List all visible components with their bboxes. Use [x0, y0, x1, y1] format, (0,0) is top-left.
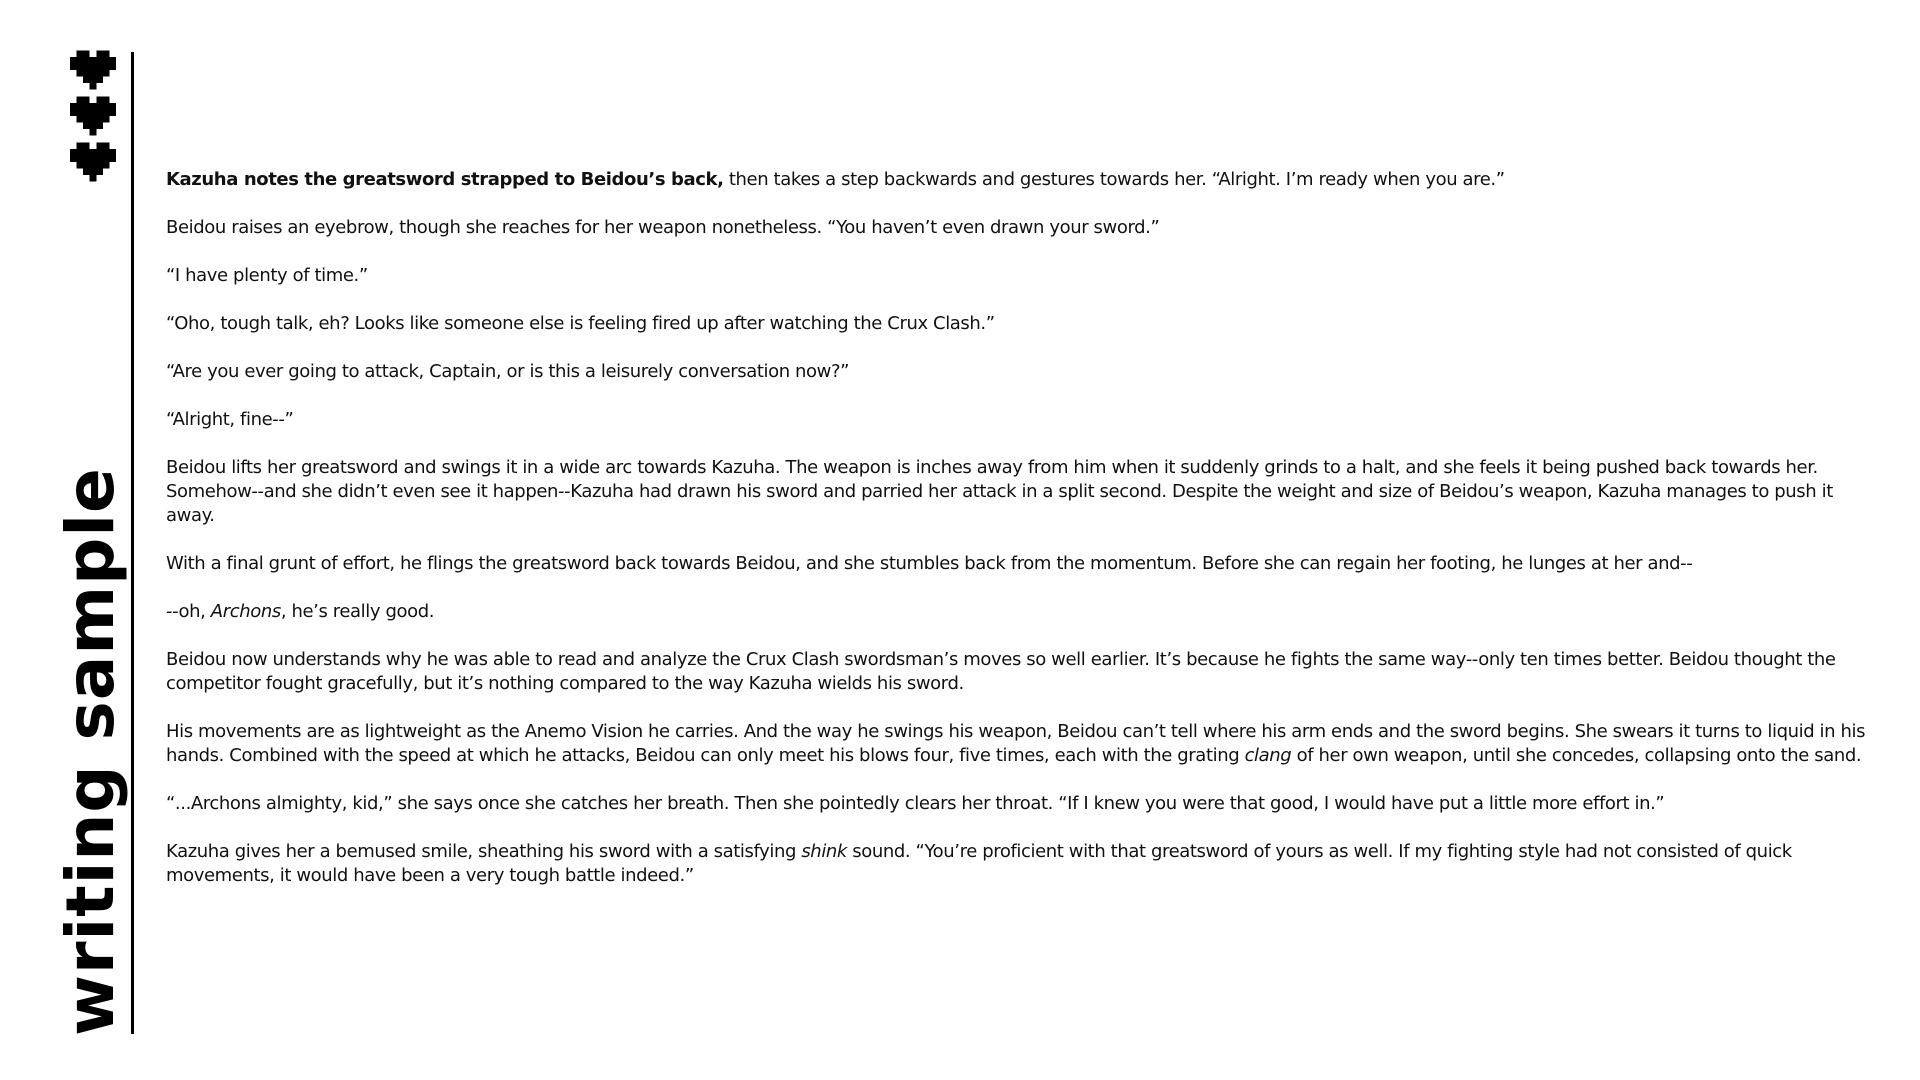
heart-icon: [70, 142, 116, 182]
paragraph-text: Kazuha gives her a bemused smile, sheathing his sword with a satisfying: [166, 841, 802, 862]
paragraph-text: of her own weapon, until she concedes, collapsing onto the sand.: [1291, 745, 1862, 766]
paragraph: [166, 840, 1880, 888]
paragraph-italic: shink: [801, 841, 847, 862]
paragraph: “I have plenty of time.”: [166, 265, 368, 286]
paragraph: Beidou raises an eyebrow, though she reaches for her weapon nonetheless. “You haven’t even drawn your sword.”: [166, 217, 1160, 238]
paragraph: Beidou lifts her greatsword and swings it in a wide arc towards Kazuha. The weapon is inches away from him when it suddenly grinds to a halt, and she feels it being pushed back towards her. Somehow--and she didn’t even see it happen--Kazuha had drawn his sword and parried her attack in a split second. Despite the weight and size of Beidou’s weapon, Kazuha manages to push it away.: [166, 457, 1833, 526]
hearts-decoration: [70, 50, 116, 188]
heart-icon: [70, 50, 116, 90]
section-title: writing sample: [52, 467, 129, 1036]
paragraph: Beidou now understands why he was able to read and analyze the Crux Clash swordsman’s moves so well earlier. It’s because he fights the same way--only ten times better. Beidou thought the competitor fought gracefully, but it’s nothing compared to the way Kazuha wields his sword.: [166, 649, 1836, 694]
paragraph: “Are you ever going to attack, Captain, or is this a leisurely conversation now?”: [166, 361, 850, 382]
paragraph: “Alright, fine--”: [166, 409, 294, 430]
paragraph-bold-lead: Kazuha notes the greatsword strapped to Beidou’s back,: [166, 169, 724, 190]
paragraph: [166, 600, 1880, 624]
paragraph: “Oho, tough talk, eh? Looks like someone else is feeling fired up after watching the Crux Clash.”: [166, 313, 995, 334]
paragraph-italic: Archons: [210, 601, 281, 622]
paragraph-text: , he’s really good.: [280, 601, 435, 622]
paragraph: “...Archons almighty, kid,” she says once she catches her breath. Then she pointedly clears her throat. “If I knew you were that good, I would have put a little more effort in.”: [166, 793, 1665, 814]
paragraph-italic: clang: [1244, 745, 1292, 766]
paragraph: [166, 168, 1880, 192]
paragraph: [166, 720, 1880, 768]
heart-icon: [70, 96, 116, 136]
paragraph: With a final grunt of effort, he flings the greatsword back towards Beidou, and she stumbles back from the momentum. Before she can regain her footing, he lunges at her and--: [166, 553, 1693, 574]
writing-sample-body: [166, 168, 1880, 912]
paragraph-text: sound. “You’re proficient with that greatsword of yours as well. If my fighting style had not consisted of quick movements, it would have been a very tough battle indeed.”: [166, 841, 1792, 886]
paragraph-text: --oh,: [166, 601, 211, 622]
paragraph-text: His movements are as lightweight as the Anemo Vision he carries. And the way he swings his weapon, Beidou can’t tell where his arm ends and the sword begins. She swears it turns to liquid in his hands. Combined with the speed at which he attacks, Beidou can only meet his blows four, five times, each with the grating: [166, 721, 1866, 766]
vertical-divider: [131, 52, 134, 1034]
paragraph-text: then takes a step backwards and gestures towards her. “Alright. I’m ready when you are.”: [723, 169, 1505, 190]
